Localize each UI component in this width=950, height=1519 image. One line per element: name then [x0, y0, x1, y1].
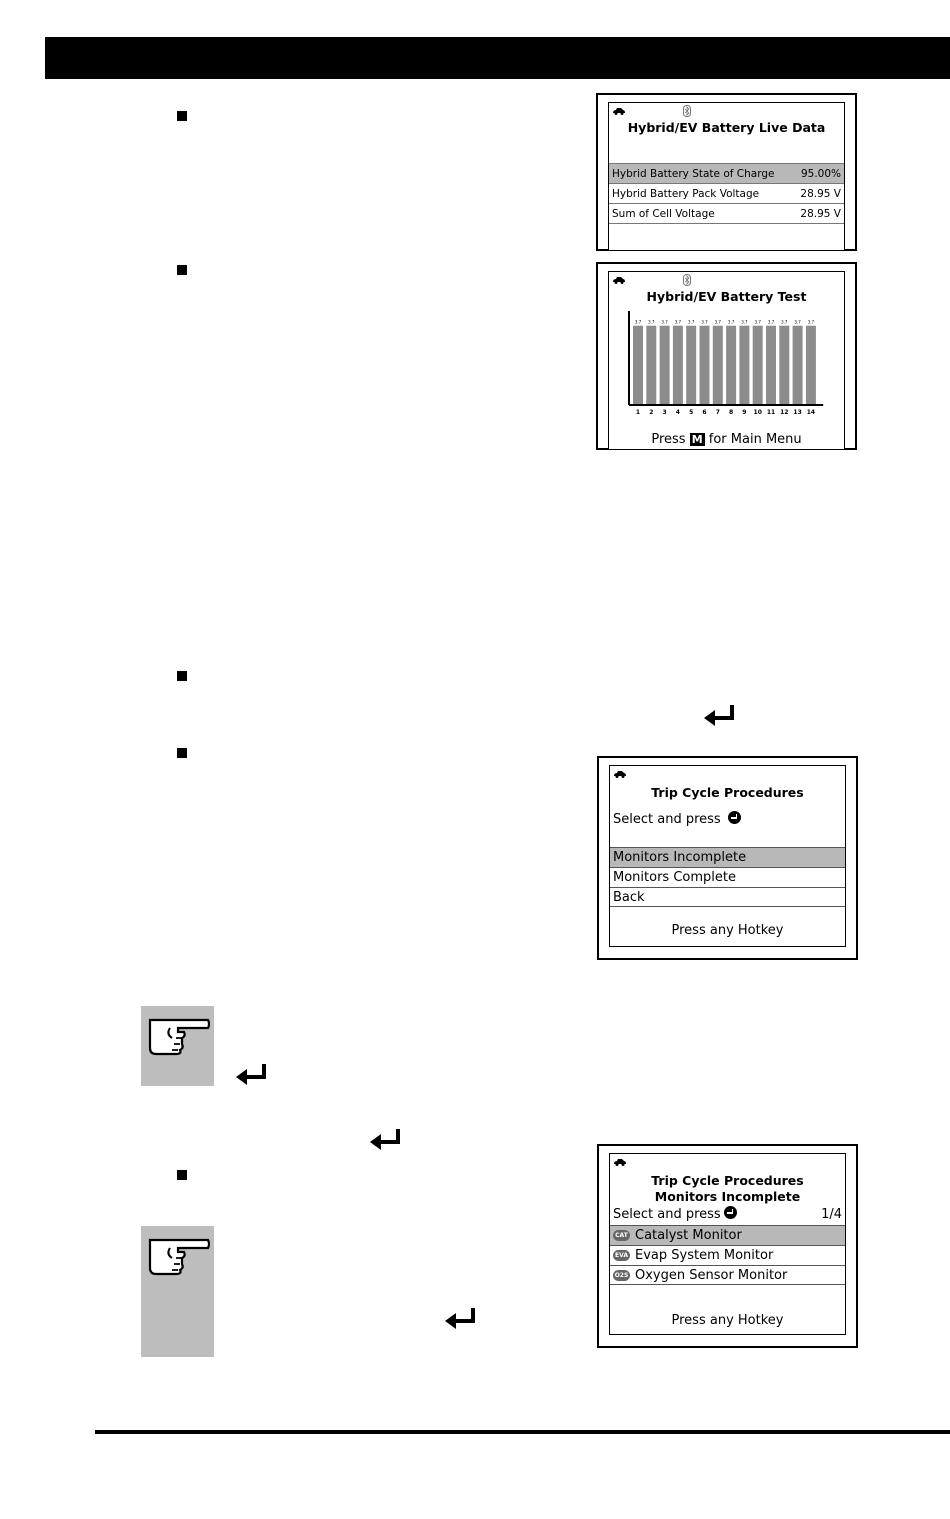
screen-footer: Press any Hotkey [671, 923, 784, 938]
chart-bar [739, 326, 749, 405]
bar-data-label: 3.7 [781, 319, 788, 325]
row-label: Hybrid Battery Pack Voltage [612, 187, 760, 200]
bar-data-label: 3.7 [648, 319, 655, 325]
page-indicator: 1/4 [821, 1207, 842, 1222]
monitor-label: Oxygen Sensor Monitor [635, 1268, 788, 1283]
live-data-row[interactable] [609, 204, 844, 224]
chart-bar [686, 326, 696, 405]
status-bar [610, 766, 845, 783]
live-data-screen [596, 93, 857, 251]
page-header-bar [45, 37, 950, 79]
page-footer-rule [95, 1430, 950, 1434]
bullet-marker [177, 748, 187, 758]
live-data-row[interactable] [609, 164, 844, 184]
enter-key-icon [443, 1306, 477, 1330]
monitor-item-evap[interactable] [610, 1245, 845, 1265]
vehicle-icon [612, 276, 626, 284]
prompt-text: Select and press [613, 812, 721, 827]
screen-title: Trip Cycle Procedures [651, 1173, 804, 1188]
enter-key-icon [234, 1062, 268, 1086]
chart-bar [673, 326, 683, 405]
chart-bar [646, 326, 656, 405]
oxygen-sensor-monitor-icon: O2S [614, 1272, 629, 1279]
chart-bar [633, 326, 643, 405]
screen-title: Hybrid/EV Battery Live Data [627, 120, 826, 135]
screen-subtitle: Monitors Incomplete [654, 1189, 801, 1204]
x-tick-label: 3 [662, 409, 667, 416]
bar-data-label: 3.7 [767, 319, 775, 325]
x-tick-label: 11 [766, 409, 776, 416]
monitors-incomplete-screen [597, 1144, 858, 1348]
row-value: 28.95 V [800, 187, 841, 200]
bar-data-label: 3.7 [701, 319, 708, 325]
battery-test-screen [596, 262, 857, 450]
chart-bar [793, 326, 803, 405]
monitor-label: Evap System Monitor [635, 1248, 774, 1263]
bullet-marker [177, 1170, 187, 1180]
chart-title: Hybrid/EV Battery Test [646, 289, 807, 304]
enter-key-icon [368, 1127, 402, 1151]
bluetooth-icon [683, 105, 691, 117]
monitor-item-oxygen[interactable] [610, 1265, 845, 1285]
x-tick-label: 7 [715, 409, 720, 416]
menu-item-monitors-complete[interactable]: Monitors Complete [610, 867, 845, 887]
chart-bar [766, 326, 776, 405]
vehicle-icon [613, 1158, 627, 1166]
row-label: Sum of Cell Voltage [612, 207, 715, 220]
x-tick-label: 2 [649, 409, 654, 416]
bar-data-label: 3.7 [688, 319, 695, 325]
bar-data-label: 3.7 [661, 319, 668, 325]
catalyst-monitor-icon: CAT [613, 1230, 630, 1241]
bullet-marker [177, 265, 187, 275]
pointing-hand-icon [144, 1010, 210, 1056]
evap-monitor-icon: EVA [613, 1250, 630, 1261]
live-data-row[interactable] [609, 184, 844, 204]
chart-bar [753, 326, 763, 405]
prompt-text: Select and press [613, 1207, 721, 1222]
enter-button-icon [724, 1206, 737, 1219]
bar-data-label: 3.7 [794, 319, 801, 325]
x-tick-label: 5 [689, 409, 694, 416]
chart-bar [726, 326, 736, 405]
bullet-marker [177, 111, 187, 121]
vehicle-icon [612, 107, 626, 115]
footer-text-post: for Main Menu [708, 432, 802, 447]
screen-footer [609, 432, 844, 447]
chart-bar [660, 326, 670, 405]
bluetooth-icon [683, 274, 691, 286]
x-tick-label: 8 [729, 409, 734, 416]
chart-bar [806, 326, 816, 405]
bar-data-label: 3.7 [807, 319, 815, 325]
row-value: 28.95 V [800, 207, 841, 220]
bar-data-label: 3.7 [754, 319, 761, 325]
battery-cell-chart [609, 305, 845, 421]
select-prompt [610, 1205, 845, 1225]
chart-bar [713, 326, 723, 405]
status-bar [610, 1154, 845, 1171]
bar-data-label: 3.7 [634, 319, 642, 325]
row-label: Hybrid Battery State of Charge [612, 167, 775, 180]
status-bar [609, 103, 844, 120]
x-tick-label: 10 [753, 409, 762, 416]
bullet-marker [177, 671, 187, 681]
x-tick-label: 14 [806, 409, 816, 416]
note-box [141, 1006, 214, 1086]
pointing-hand-icon [144, 1230, 210, 1276]
bar-data-label: 3.7 [727, 319, 735, 325]
enter-button-icon [728, 811, 741, 824]
note-box [141, 1226, 214, 1357]
x-tick-label: 9 [742, 409, 747, 416]
menu-item-back[interactable]: Back [610, 887, 845, 907]
status-bar [609, 272, 844, 289]
m-key-icon[interactable]: M [691, 433, 703, 446]
chart-bar [700, 326, 710, 405]
x-tick-label: 6 [702, 409, 707, 416]
monitor-label: Catalyst Monitor [635, 1228, 742, 1243]
chart-bar [779, 326, 789, 405]
bar-data-label: 3.7 [741, 319, 748, 325]
footer-text-pre: Press [651, 432, 686, 447]
x-tick-label: 13 [793, 409, 802, 416]
screen-footer: Press any Hotkey [671, 1313, 784, 1328]
menu-item-monitors-incomplete[interactable]: Monitors Incomplete [610, 847, 845, 867]
enter-key-icon [702, 703, 736, 727]
x-tick-label: 4 [675, 409, 680, 416]
trip-cycle-screen [597, 756, 858, 960]
monitor-item-catalyst[interactable] [610, 1225, 845, 1245]
row-value: 95.00% [800, 167, 841, 180]
vehicle-icon [613, 770, 627, 778]
x-tick-label: 12 [780, 409, 789, 416]
bar-data-label: 3.7 [674, 319, 682, 325]
select-prompt [610, 811, 845, 847]
x-tick-label: 1 [635, 409, 641, 416]
screen-title: Trip Cycle Procedures [651, 785, 804, 800]
bar-data-label: 3.7 [714, 319, 721, 325]
